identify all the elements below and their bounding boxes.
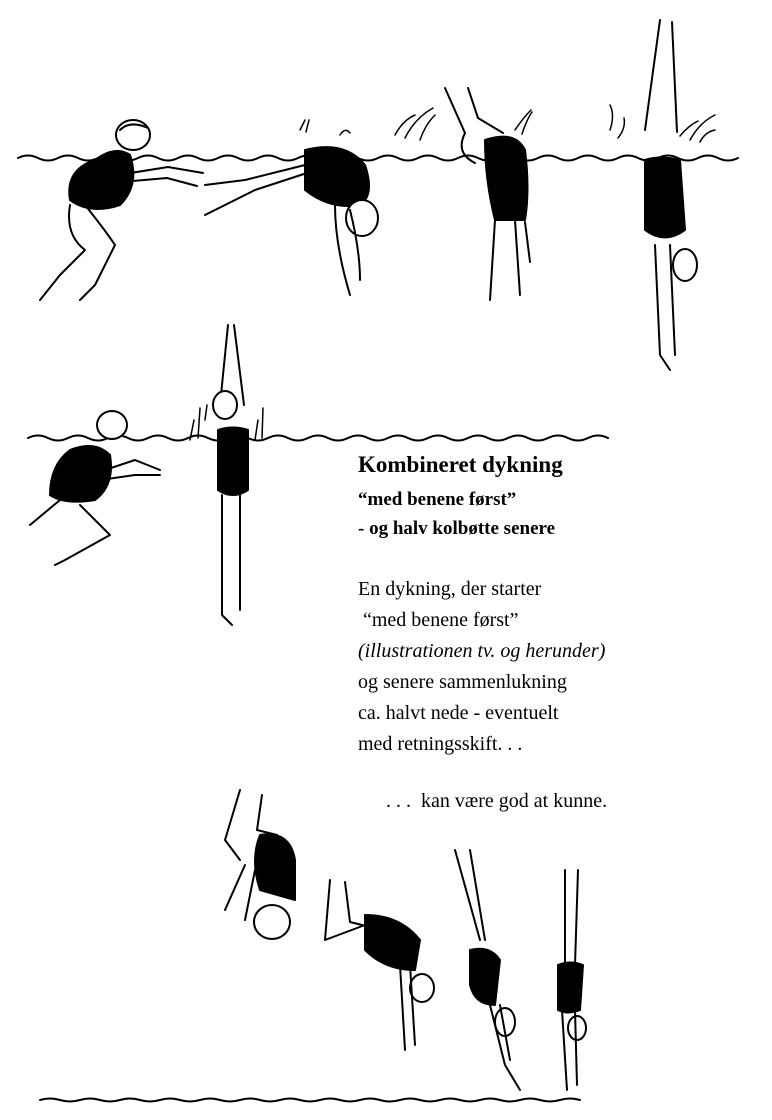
body-line-1: En dykning, der starter [358, 578, 542, 600]
swimmer-figure-6 [213, 325, 248, 625]
swimmer-figure-2 [205, 147, 378, 295]
swimmer-figure-7 [225, 790, 295, 939]
body-line-4: og senere sammenlukning [358, 671, 567, 693]
swimmer-figure-1 [40, 120, 203, 300]
swimmer-figure-4 [645, 20, 697, 370]
swimmer-figure-8 [325, 880, 434, 1050]
body-line-3: (illustrationen tv. og herunder) [358, 640, 606, 662]
water-bottom-line [40, 1099, 580, 1102]
body-line-5: ca. halvt nede - eventuelt [358, 702, 559, 724]
heading-subtitle-line-1: “med benene først” [358, 489, 517, 510]
body-line-6: med retningsskift. . . [358, 733, 523, 755]
swimmer-figure-5 [30, 411, 160, 565]
body-line-2: “med benene først” [358, 609, 519, 631]
closing-line: . . . kan være god at kunne. [386, 790, 608, 812]
swimmer-figure-3 [445, 88, 530, 300]
heading-subtitle-line-2: - og halv kolbøtte senere [358, 518, 556, 539]
swimmer-figure-9 [455, 850, 520, 1090]
heading-title: Kombineret dykning [358, 452, 563, 477]
swimmer-figure-10 [558, 870, 586, 1090]
